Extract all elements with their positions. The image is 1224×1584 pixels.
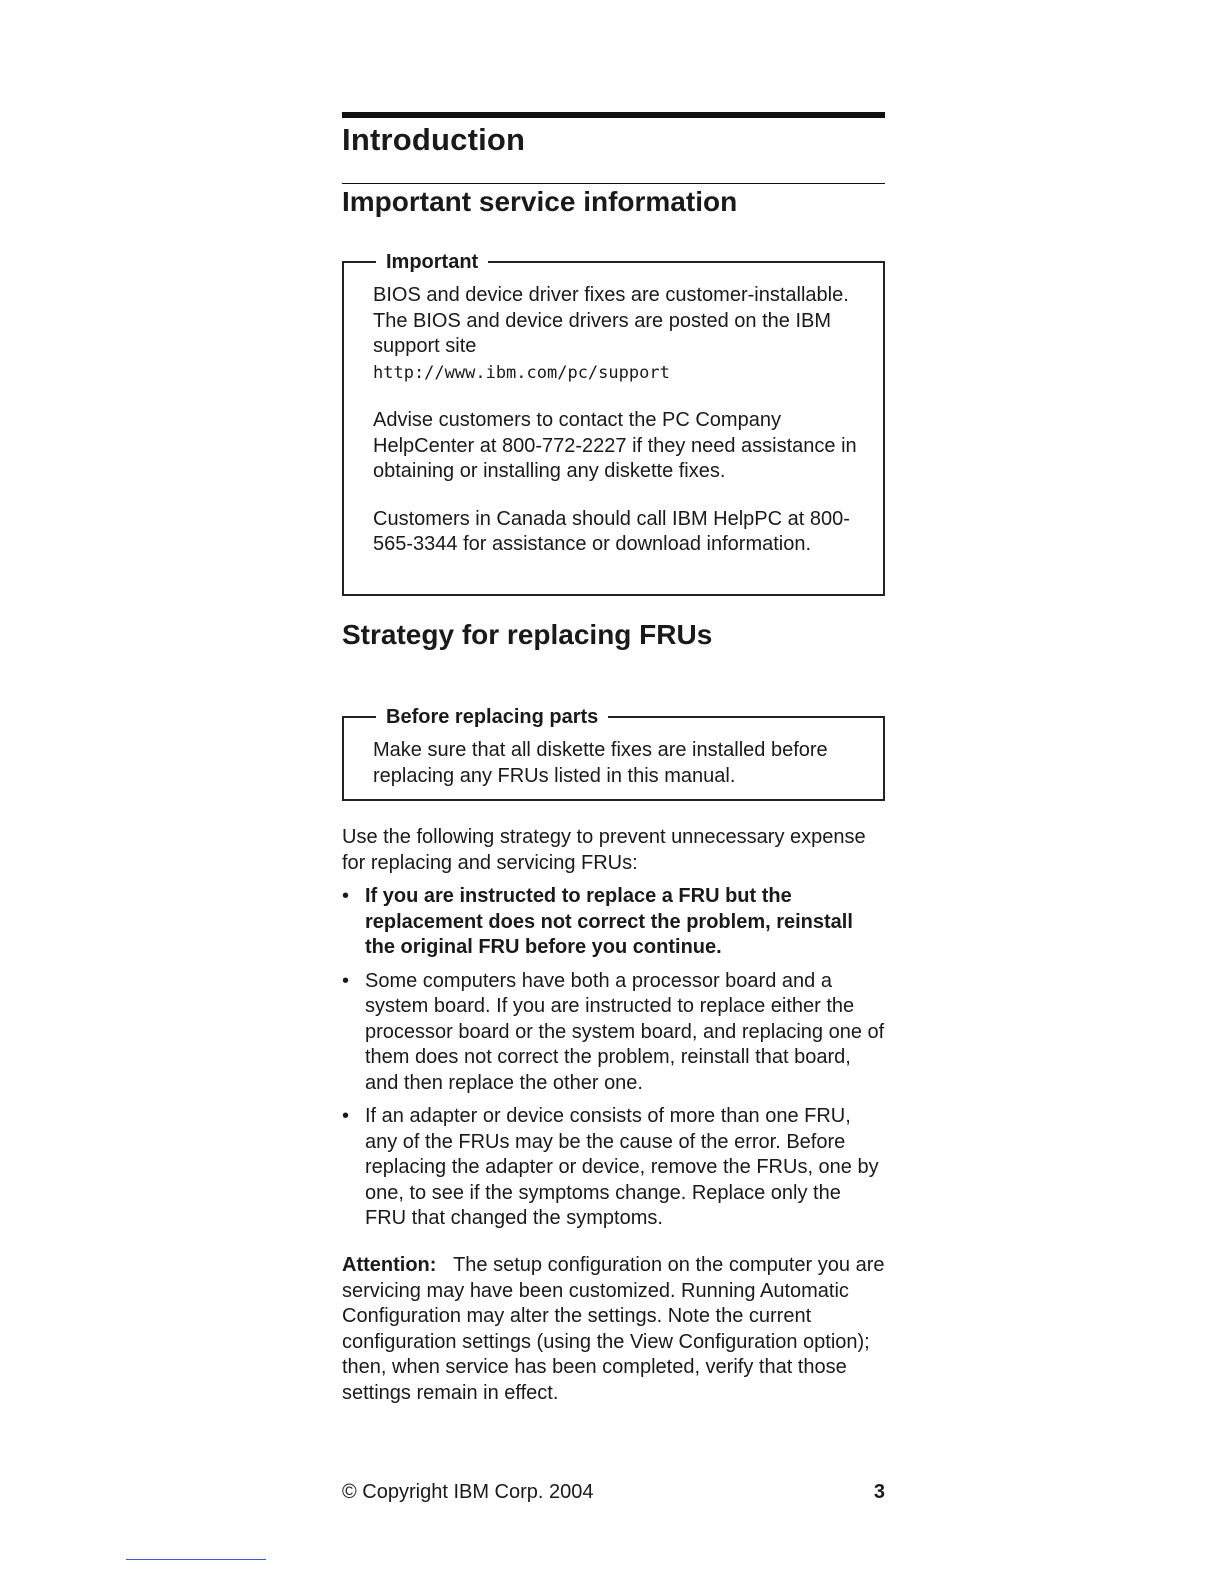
bullet-marker: • [342, 885, 350, 907]
bullet-text-1: If you are instructed to replace a FRU but the replacement does not correct the problem, reinstall the original FRU before you continue. [365, 885, 853, 958]
before-replacing-text: Make sure that all diskette fixes are installed before replacing any FRUs listed in this manual. [373, 739, 828, 787]
section-title-strategy: Strategy for replacing FRUs [342, 619, 713, 650]
section-title-service-info: Important service information [342, 186, 738, 217]
page-number: 3 [873, 1481, 885, 1503]
strategy-intro: Use the following strategy to prevent unnecessary expense for replacing and servicing FRUs: [342, 826, 866, 874]
attention-text: The setup configuration on the computer you are servicing may have been customized. Running Automatic Configuration may alter the settings. Note the current configuration settings (using the View Configuration option); then, when service has been completed, verify that those settings remain in effect. [342, 1254, 885, 1404]
support-url-link[interactable]: http://www.ibm.com/pc/support [373, 362, 670, 383]
copyright-notice: © Copyright IBM Corp. 2004 [342, 1481, 594, 1503]
list-item [342, 969, 885, 1097]
list-item [342, 1104, 885, 1232]
section-divider [342, 183, 885, 184]
attention-label: Attention: [342, 1254, 437, 1276]
important-para-1 [373, 283, 863, 386]
before-replacing-box-title: Before replacing parts [376, 705, 608, 729]
bottom-link-underline [126, 1559, 266, 1560]
attention-paragraph [342, 1253, 885, 1406]
before-replacing-box [342, 706, 885, 801]
important-box-body [344, 263, 883, 570]
bullet-text-2: Some computers have both a processor board and a system board. If you are instructed to replace either the processor board or the system board, and replacing one of them does not correct the problem, reinstall that board, and then replace the other one. [365, 969, 885, 1094]
important-para-3: Customers in Canada should call IBM HelpPC at 800-565-3344 for assistance or download information. [373, 507, 850, 555]
important-para-2: Advise customers to contact the PC Company HelpCenter at 800-772-2227 if they need assistance in obtaining or installing any diskette fixes. [373, 409, 857, 482]
list-item [342, 884, 885, 961]
strategy-bullet-list [342, 884, 885, 1240]
important-notice-box [342, 251, 885, 596]
chapter-top-rule [342, 112, 885, 118]
bullet-marker: • [342, 969, 350, 992]
important-para-1-text: BIOS and device driver fixes are customer-installable. The BIOS and device drivers are posted on the IBM support site [373, 284, 849, 357]
before-replacing-box-body [344, 718, 883, 801]
chapter-title: Introduction [342, 122, 526, 157]
important-box-title: Important [376, 250, 488, 274]
bullet-text-3: If an adapter or device consists of more than one FRU, any of the FRUs may be the cause of the error. Before replacing the adapter or device, remove the FRUs, one by one, to see if the symptoms change. Replace only the FRU that changed the symptoms. [365, 1105, 879, 1229]
bullet-marker: • [342, 1105, 350, 1127]
